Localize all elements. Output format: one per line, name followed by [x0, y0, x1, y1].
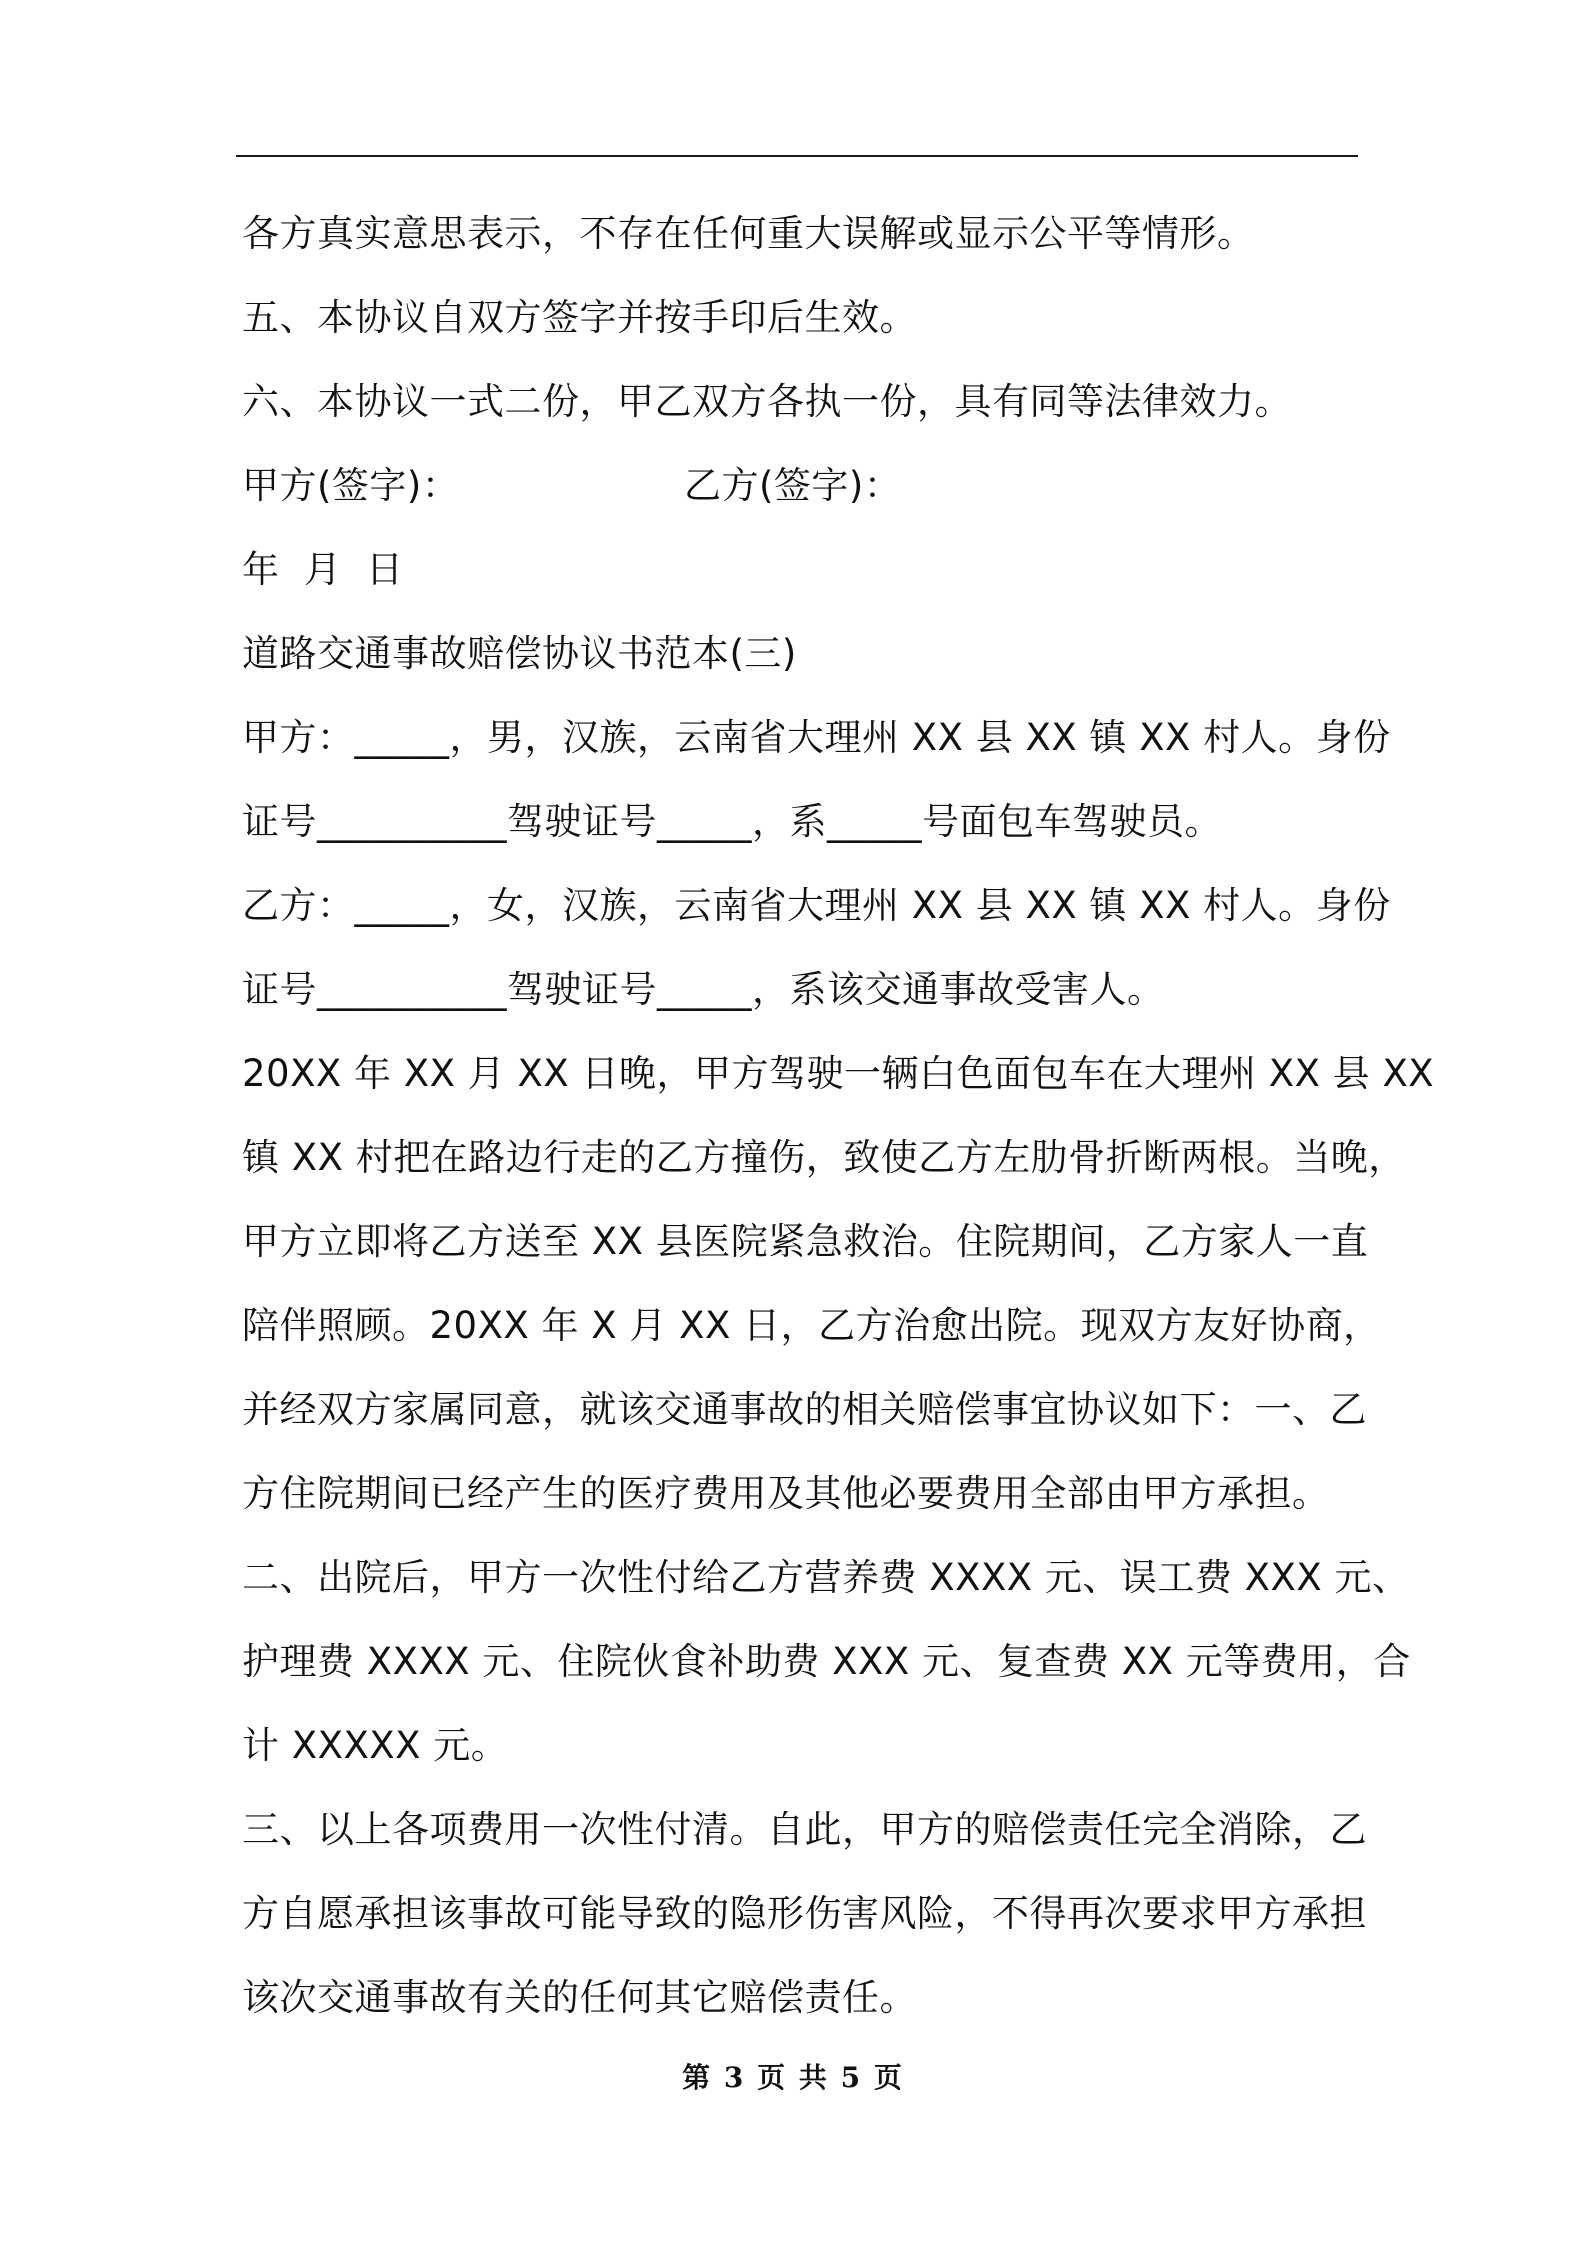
body-line: 陪伴照顾。20XX 年 X 月 XX 日，乙方治愈出院。现双方友好协商， [242, 1304, 1381, 1347]
page-indicator: 第 3 页 共 5 页 [682, 2061, 904, 2094]
body-line: 甲方：_____，男，汉族，云南省大理州 XX 县 XX 镇 XX 村人。身份 [242, 716, 1391, 759]
clause-five: 五、本协议自双方签字并按手印后生效。 [242, 296, 917, 339]
paragraph-line: 各方真实意思表示，不存在任何重大误解或显示公平等情形。 [242, 212, 1255, 255]
signature-row [242, 444, 1358, 528]
body-line: 该次交通事故有关的任何其它赔偿责任。 [242, 1976, 917, 2019]
body-line: 二、出院后，甲方一次性付给乙方营养费 XXXX 元、误工费 XXX 元、 [242, 1556, 1410, 1599]
body-line: 并经双方家属同意，就该交通事故的相关赔偿事宜协议如下：一、乙 [242, 1388, 1367, 1431]
body-line: 方住院期间已经产生的医疗费用及其他必要费用全部由甲方承担。 [242, 1472, 1330, 1515]
body-line: 甲方立即将乙方送至 XX 县医院紧急救治。住院期间，乙方家人一直 [242, 1220, 1369, 1263]
party-b-signature-label: 乙方(签字)： [684, 464, 902, 507]
body-line: 证号__________驾驶证号_____，系该交通事故受害人。 [242, 968, 1165, 1011]
clause-six: 六、本协议一式二份，甲乙双方各执一份，具有同等法律效力。 [242, 380, 1292, 423]
body-line: 镇 XX 村把在路边行走的乙方撞伤，致使乙方左肋骨折断两根。当晚， [242, 1136, 1406, 1179]
header-rule [236, 155, 1358, 157]
section-title: 道路交通事故赔偿协议书范本(三) [242, 632, 797, 675]
document-body [242, 192, 1435, 2040]
body-line: 护理费 XXXX 元、住院伙食补助费 XXX 元、复查费 XX 元等费用，合 [242, 1640, 1411, 1683]
date-line: 年 月 日 [242, 548, 404, 591]
body-line: 计 XXXXX 元。 [242, 1724, 509, 1767]
party-a-signature-label: 甲方(签字)： [242, 464, 460, 507]
body-line: 20XX 年 XX 月 XX 日晚，甲方驾驶一辆白色面包车在大理州 XX 县 XX [242, 1052, 1435, 1095]
body-line: 方自愿承担该事故可能导致的隐形伤害风险，不得再次要求甲方承担 [242, 1892, 1367, 1935]
body-line: 证号__________驾驶证号_____，系_____号面包车驾驶员。 [242, 800, 1222, 843]
body-line: 三、以上各项费用一次性付清。自此，甲方的赔偿责任完全消除，乙 [242, 1808, 1367, 1851]
body-line: 乙方：_____，女，汉族，云南省大理州 XX 县 XX 镇 XX 村人。身份 [242, 884, 1391, 927]
